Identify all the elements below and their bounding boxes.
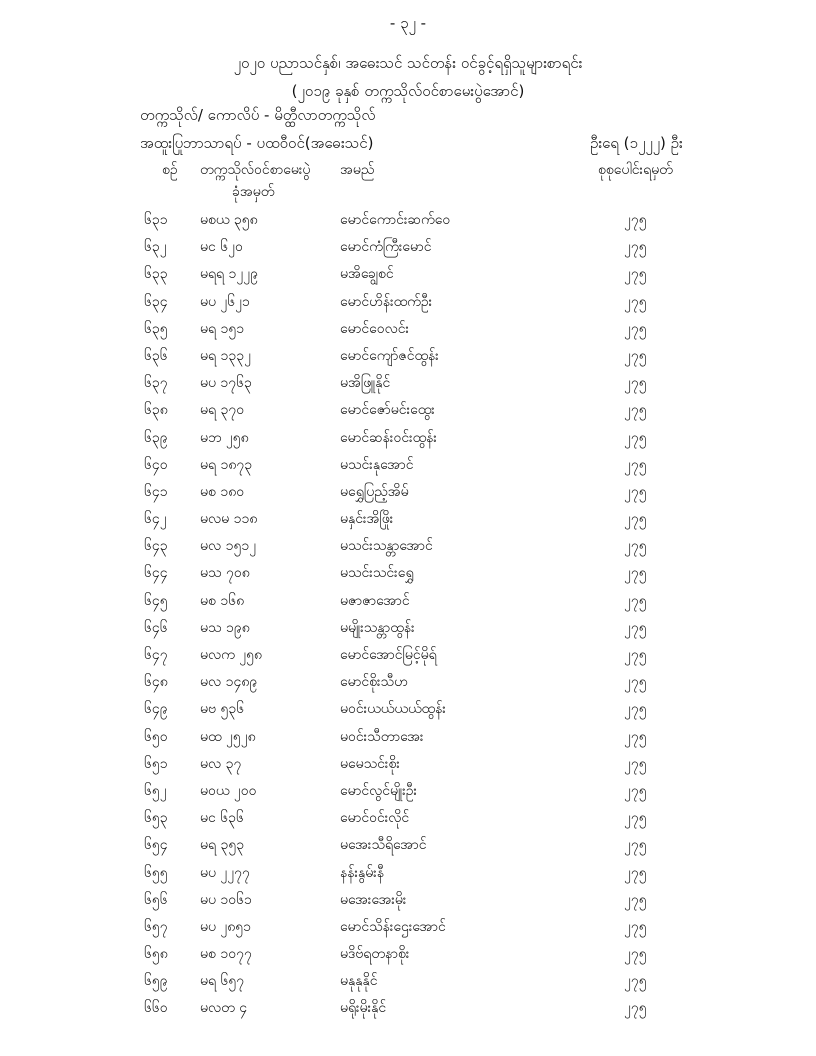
row-student-name: မောင်အောင်မြင့်မိုရ်: [340, 647, 437, 663]
row-roll-number: မပ ၂၆၂၁: [200, 293, 250, 310]
row-roll-number: မလ ၁၅၁၂: [200, 538, 257, 555]
table-row: [0, 260, 816, 287]
row-total-mark: ၂၇၅: [624, 483, 647, 500]
row-total-mark: ၂၇၅: [624, 592, 647, 609]
row-total-mark: ၂၇၅: [624, 239, 647, 256]
row-total-mark: ၂၇၅: [624, 674, 647, 691]
row-roll-number: မစ ၁၀၇၇: [200, 946, 252, 963]
row-roll-number: မလ ၁၄၈၉: [200, 674, 258, 691]
row-student-name: မသင်းသင်းရွှေ: [340, 565, 414, 582]
row-roll-number: မရ ၃၅၃: [200, 837, 245, 854]
row-student-name: မရိုးမိုးနိုင်: [340, 1000, 387, 1017]
row-seq-number: ၆၄၀: [144, 456, 168, 473]
row-total-mark: ၂၇၅: [624, 918, 647, 935]
table-row: [0, 424, 816, 451]
row-total-mark: ၂၇၅: [624, 647, 647, 663]
row-seq-number: ၆၅၃: [144, 810, 168, 827]
table-row: [0, 451, 816, 478]
table-row: [0, 750, 816, 777]
row-roll-number: မသ ၁၉၈: [200, 619, 250, 636]
row-total-mark: ၂၇၅: [624, 511, 647, 528]
row-total-mark: ၂၇၅: [624, 375, 647, 392]
table-row: [0, 206, 816, 233]
row-roll-number: မပ ၂၈၅၁: [200, 918, 252, 935]
row-total-mark: ၂၇၅: [624, 293, 647, 310]
row-student-name: မောင်စိုးသီဟ: [340, 674, 408, 691]
row-total-mark: ၂၇၅: [624, 538, 647, 555]
row-seq-number: ၆၃၃: [144, 266, 168, 283]
page-number: - ၃၂ -: [389, 14, 427, 32]
row-student-name: မောင်ဇော်မင်းထွေး: [340, 402, 435, 419]
row-total-mark: ၂၇၅: [624, 402, 647, 419]
row-student-name: မအေးသီရိအောင်: [340, 837, 427, 854]
row-seq-number: ၆၄၉: [144, 701, 168, 718]
row-student-name: မနှင်းအိဖြိုး: [340, 511, 394, 528]
row-roll-number: မရ ၆၅၇: [200, 973, 245, 990]
row-roll-number: မပ ၁၇၆၃: [200, 375, 252, 392]
row-seq-number: ၆၅၇: [144, 918, 168, 935]
row-roll-number: မစယ ၃၅၈: [200, 212, 258, 228]
row-student-name: မောင်ကျော်ဇင်ထွန်း: [340, 347, 439, 364]
row-student-name: မအိဖြူနိုင်: [340, 375, 391, 392]
table-row: [0, 994, 816, 1021]
table-row: [0, 777, 816, 804]
row-total-mark: ၂၇၅: [624, 212, 647, 228]
row-student-name: မမျိုးသန္တာထွန်း: [340, 619, 415, 636]
row-student-name: မမေသင်းစိုး: [340, 755, 400, 772]
row-student-name: မအိချွေစင်: [340, 266, 394, 283]
row-roll-number: မလ ၃၇: [200, 755, 242, 772]
row-total-mark: ၂၇၅: [624, 1000, 647, 1017]
row-student-name: မောင်ကံကြီးမောင်: [340, 239, 432, 256]
row-seq-number: ၆၄၂: [144, 511, 167, 528]
table-row: [0, 233, 816, 260]
row-seq-number: ၆၅၄: [144, 837, 168, 854]
table-row: [0, 478, 816, 505]
table-row: [0, 587, 816, 614]
row-seq-number: ၆၃၄: [144, 293, 168, 310]
row-student-name: မောင်လွင်မျိုးဦး: [340, 782, 418, 799]
table-row: [0, 369, 816, 396]
table-row: [0, 804, 816, 831]
row-student-name: မဒိဗ်ရတနာစိုး: [340, 946, 410, 963]
row-total-mark: ၂၇၅: [624, 891, 647, 908]
row-roll-number: မင ၆၃၆: [200, 810, 244, 827]
row-roll-number: မင ၆၂၀: [200, 239, 243, 256]
column-header-name: အမည်: [340, 162, 375, 178]
table-row: [0, 505, 816, 532]
row-total-mark: ၂၇၅: [624, 973, 647, 990]
row-student-name: မဝင်းယယ်ယယ်ထွန်း: [340, 701, 446, 718]
row-roll-number: မရရ ၁၂၂၉: [200, 266, 259, 283]
row-student-name: မောင်ကောင်းဆက်ဝေ: [340, 212, 451, 228]
row-total-mark: ၂၇၅: [624, 946, 647, 963]
row-total-mark: ၂၇၅: [624, 347, 647, 364]
row-total-mark: ၂၇၅: [624, 701, 647, 718]
row-total-mark: ၂၇၅: [624, 755, 647, 772]
table-row: [0, 668, 816, 695]
row-total-mark: ၂၇၅: [624, 266, 647, 283]
table-row: [0, 641, 816, 668]
row-total-mark: ၂၇၅: [624, 565, 647, 582]
column-header-roll: တက္ကသိုလ်ဝင်စာမေးပွဲ: [200, 162, 311, 178]
row-seq-number: ၆၅၆: [144, 891, 168, 908]
row-total-mark: ၂၇၅: [624, 782, 647, 799]
row-seq-number: ၆၃၇: [144, 375, 168, 392]
row-roll-number: မသ ၇၀၈: [200, 565, 250, 582]
row-seq-number: ၆၃၅: [144, 320, 168, 337]
row-student-name: မနုနုနိုင်: [340, 973, 378, 990]
row-total-mark: ၂၇၅: [624, 810, 647, 827]
table-row: [0, 532, 816, 559]
row-seq-number: ၆၄၁: [144, 483, 168, 500]
table-row: [0, 396, 816, 423]
document-title: ၂၀၂၀ ပညာသင်နှစ်၊ အဓေးသင် သင်တန်း ဝင်ခွင့်ရရှိသူများစာရင်း: [233, 54, 583, 72]
row-roll-number: မရ ၁၈၇၃: [200, 456, 253, 473]
row-total-mark: ၂၇၅: [624, 429, 647, 446]
row-student-name: မအေးအေးမိုး: [340, 891, 407, 908]
table-row: [0, 723, 816, 750]
row-student-name: မသင်းနုအောင်: [340, 456, 414, 473]
row-roll-number: မထ ၂၅၂၈: [200, 728, 256, 745]
row-student-name: မဝင်းသီတာအေး: [340, 728, 424, 745]
row-seq-number: ၆၆၀: [144, 1000, 168, 1017]
row-student-name: မောင်ဝင်းလိုင်: [340, 810, 410, 827]
row-seq-number: ၆၃၉: [144, 429, 168, 446]
row-seq-number: ၆၅၀: [144, 728, 168, 745]
row-student-name: နန်းနွမ်းနီ: [340, 864, 385, 881]
table-row: [0, 940, 816, 967]
row-seq-number: ၆၅၉: [144, 973, 168, 990]
row-total-mark: ၂၇၅: [624, 456, 647, 473]
row-seq-number: ၆၅၅: [144, 864, 168, 881]
results-table: [0, 206, 816, 1022]
row-seq-number: ၆၄၄: [144, 565, 168, 582]
quota-line: ဦးရေ (၁၂၂၂) ဦး: [590, 134, 683, 152]
row-seq-number: ၆၅၁: [144, 755, 168, 772]
table-row: [0, 288, 816, 315]
row-seq-number: ၆၃၁: [144, 212, 168, 228]
row-student-name: မောင်ဟိန်းထက်ဦး: [340, 293, 433, 310]
row-student-name: မောင်ဝေလင်း: [340, 320, 410, 337]
row-student-name: မောင်ဆန်းဝင်းထွန်း: [340, 429, 437, 446]
specialization-line: အထူးပြုဘာသာရပ် - ပထဝီဝင်(အဓေးသင်): [140, 134, 374, 152]
row-roll-number: မရ ၁၅၁: [200, 320, 245, 337]
table-row: [0, 559, 816, 586]
column-header-mark: စုစုပေါင်းရမှတ်: [598, 162, 673, 178]
row-seq-number: ၆၅၂: [144, 782, 167, 799]
row-roll-number: မလတ ၄: [200, 1000, 248, 1017]
column-header-seq: စဉ်: [162, 162, 178, 178]
university-line: တက္ကသိုလ်/ ကောလိပ် - မိတ္ထီလာတက္ကသိုလ်: [140, 106, 376, 124]
row-seq-number: ၆၅၈: [144, 946, 168, 963]
row-roll-number: မလက ၂၅၈: [200, 647, 263, 663]
table-row: [0, 315, 816, 342]
row-student-name: မသင်းသန္တာအောင်: [340, 538, 433, 555]
row-seq-number: ၆၃၂: [144, 239, 167, 256]
row-roll-number: မဝယ ၂၀၀: [200, 782, 257, 799]
row-roll-number: မလမ ၁၁၈: [200, 511, 258, 528]
row-roll-number: မပ ၁၀၆၁: [200, 891, 252, 908]
row-roll-number: မစ ၁၆၈: [200, 592, 245, 609]
table-row: [0, 614, 816, 641]
row-student-name: မရွှေပြည့်အိမ်: [340, 483, 409, 500]
row-total-mark: ၂၇၅: [624, 728, 647, 745]
table-row: [0, 695, 816, 722]
table-row: [0, 913, 816, 940]
row-roll-number: မရ ၃၇၀: [200, 402, 245, 419]
row-total-mark: ၂၇၅: [624, 837, 647, 854]
row-seq-number: ၆၄၆: [144, 619, 168, 636]
row-roll-number: မဗ ၅၃၆: [200, 701, 245, 718]
row-seq-number: ၆၄၈: [144, 674, 168, 691]
row-seq-number: ၆၄၃: [144, 538, 168, 555]
row-roll-number: မဘ ၂၅၈: [200, 429, 249, 446]
column-header-roll-line2: ခုံအမှတ်: [232, 184, 275, 200]
document-subtitle: (၂၀၁၉ ခုနှစ် တက္ကသိုလ်ဝင်စာမေးပွဲအောင်): [291, 82, 525, 100]
row-seq-number: ၆၃၆: [144, 347, 168, 364]
row-roll-number: မပ ၂၂၇၇: [200, 864, 250, 881]
table-row: [0, 342, 816, 369]
row-total-mark: ၂၇၅: [624, 864, 647, 881]
row-student-name: မောင်သိန်းဌေးအောင်: [340, 918, 446, 935]
table-row: [0, 967, 816, 994]
table-row: [0, 886, 816, 913]
row-roll-number: မစ ၁၈၀: [200, 483, 245, 500]
table-row: [0, 859, 816, 886]
row-seq-number: ၆၄၇: [144, 647, 168, 663]
row-seq-number: ၆၄၅: [144, 592, 168, 609]
row-student-name: မဇာဇာအောင်: [340, 592, 410, 609]
row-roll-number: မရ ၁၃၃၂: [200, 347, 251, 364]
row-total-mark: ၂၇၅: [624, 320, 647, 337]
table-row: [0, 831, 816, 858]
row-total-mark: ၂၇၅: [624, 619, 647, 636]
row-seq-number: ၆၃၈: [144, 402, 168, 419]
